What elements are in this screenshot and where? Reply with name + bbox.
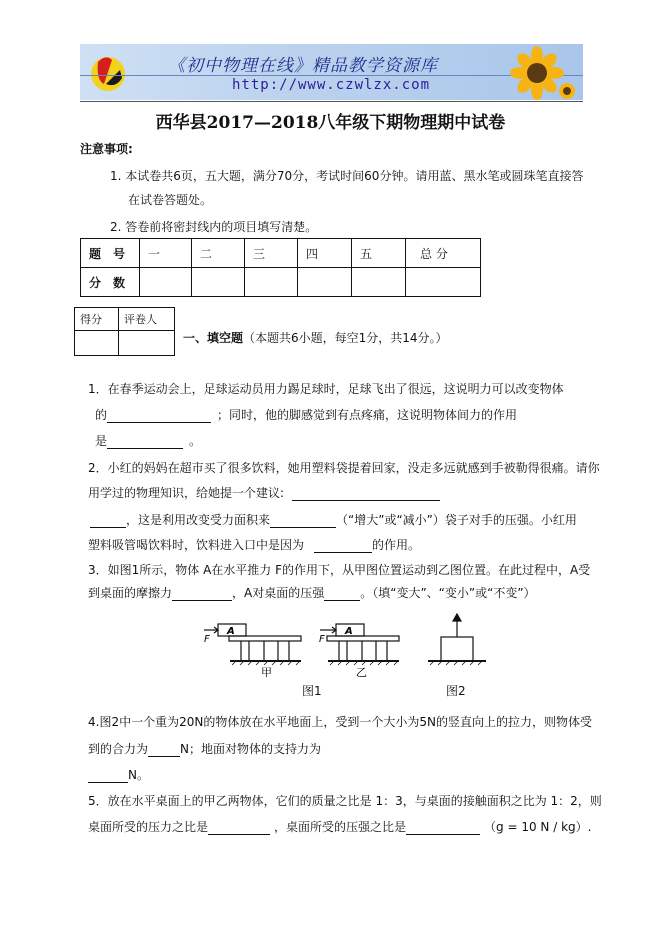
force-label-f: F bbox=[319, 634, 325, 645]
header-rule bbox=[80, 101, 583, 102]
q2-blank-1[interactable] bbox=[292, 487, 440, 501]
q4-text: 到的合力为 bbox=[88, 742, 149, 756]
figure-2-caption: 图2 bbox=[446, 684, 466, 698]
q5-text: ，桌面所受的压强之比是 bbox=[274, 820, 407, 834]
score-table-header: 分 数 bbox=[81, 268, 140, 297]
question-1-line-2 bbox=[95, 406, 517, 423]
q1-blank-2[interactable] bbox=[107, 435, 183, 449]
score-table bbox=[80, 238, 481, 297]
q2-text: 塑料吸管喝饮料时，饮料进入口中是因为 bbox=[88, 538, 305, 552]
grader-score-cell bbox=[75, 331, 119, 356]
figure-2 bbox=[428, 614, 486, 661]
grader-table bbox=[74, 307, 175, 356]
notice-item-2: 2. 答卷前将密封线内的项目填写清楚。 bbox=[110, 220, 318, 234]
q1-text: ；同时，他的脚感觉到有点疼痛，这说明物体间力的作用 bbox=[217, 408, 518, 422]
figure-1-yi bbox=[320, 624, 399, 661]
q3-blank-2[interactable] bbox=[324, 587, 360, 601]
q5-blank-2[interactable] bbox=[406, 821, 480, 835]
block-label-a: A bbox=[227, 626, 235, 637]
q2-text: （“增大”或“减小”）袋子对手的压强。小红用 bbox=[336, 513, 577, 527]
q5-text: （g = 10 N / kg）. bbox=[484, 820, 592, 834]
score-table-col: 三 bbox=[245, 239, 298, 268]
q5-text: 桌面所受的压力之比是 bbox=[88, 820, 209, 834]
score-cell bbox=[192, 268, 245, 297]
figure-label-jia: 甲 bbox=[261, 666, 272, 679]
q2-text: 用学过的物理知识，给她提一个建议: bbox=[88, 486, 285, 500]
notice-item-1: 1. 本试卷共6页，五大题，满分70分，考试时间60分钟。请用蓝、黑水笔或圆珠笔直接答 bbox=[110, 169, 584, 183]
q3-text: ，A对桌面的压强 bbox=[232, 586, 325, 600]
score-cell bbox=[352, 268, 406, 297]
notice-heading: 注意事项: bbox=[80, 142, 133, 156]
section-desc: （本题共6小题，每空1分，共14分。） bbox=[243, 331, 448, 345]
figure-label-yi: 乙 bbox=[356, 666, 367, 679]
force-label-f: F bbox=[204, 634, 210, 645]
figure-1-caption: 图1 bbox=[302, 684, 322, 698]
banner-url: http://www.czwlzx.com bbox=[232, 77, 431, 93]
q4-blank-1[interactable] bbox=[148, 743, 180, 757]
q2-blank-2[interactable] bbox=[270, 514, 336, 528]
q4-text: N。 bbox=[128, 768, 149, 782]
q3-blank-1[interactable] bbox=[172, 587, 232, 601]
question-5-line-1: 5．放在水平桌面上的甲乙两物体，它们的质量之比是 1：3，与桌面的接触面积之比为 1：2，则 bbox=[88, 794, 602, 808]
question-1-line-1: 1．在春季运动会上，足球运动员用力踢足球时，足球飞出了很远，这说明力可以改变物体 bbox=[88, 382, 564, 396]
q1-text: 的 bbox=[95, 408, 108, 422]
score-cell bbox=[298, 268, 352, 297]
notice-item-1-cont: 在试卷答题处。 bbox=[128, 193, 213, 207]
q4-blank-2[interactable] bbox=[88, 769, 128, 783]
score-cell bbox=[245, 268, 298, 297]
site-logo-icon bbox=[86, 50, 130, 94]
question-4-line-3 bbox=[88, 766, 149, 783]
question-4-line-2 bbox=[88, 740, 321, 757]
q1-blank-1[interactable] bbox=[107, 409, 211, 423]
q3-text: 到桌面的摩擦力 bbox=[88, 586, 173, 600]
score-table-col: 二 bbox=[192, 239, 245, 268]
figure-1-and-2 bbox=[196, 612, 486, 696]
score-table-header: 题 号 bbox=[81, 239, 140, 268]
score-table-col: 总 分 bbox=[406, 239, 481, 268]
section-title: 一、填空题 bbox=[183, 331, 244, 345]
q5-blank-1[interactable] bbox=[208, 821, 270, 835]
question-2-line-4 bbox=[88, 536, 420, 553]
score-table-col: 一 bbox=[140, 239, 192, 268]
score-table-col: 五 bbox=[352, 239, 406, 268]
sunflower-icon bbox=[497, 46, 577, 100]
banner-title: 《初中物理在线》精品教学资源库 bbox=[168, 56, 438, 76]
question-1-line-3 bbox=[95, 432, 201, 449]
question-2-line-3 bbox=[90, 511, 577, 528]
question-3-line-2 bbox=[88, 584, 536, 601]
score-cell bbox=[406, 268, 481, 297]
header-banner bbox=[80, 44, 583, 100]
q4-text: N；地面对物体的支持力为 bbox=[180, 742, 321, 756]
question-2-line-1: 2．小红的妈妈在超市买了很多饮料，她用塑料袋提着回家，没走多远就感到手被勒得很痛。请你 bbox=[88, 461, 600, 475]
q2-text: 的作用。 bbox=[372, 538, 421, 552]
q2-blank-3[interactable] bbox=[314, 539, 372, 553]
score-table-col: 四 bbox=[298, 239, 352, 268]
score-cell bbox=[140, 268, 192, 297]
question-4-line-1: 4.图2中一个重为20N的物体放在水平地面上，受到一个大小为5N的竖直向上的拉力，则物体受 bbox=[88, 715, 592, 729]
q2-blank-1-cont[interactable] bbox=[90, 514, 126, 528]
section-heading bbox=[183, 329, 448, 346]
q2-text: ，这是利用改变受力面积来 bbox=[126, 513, 271, 527]
q3-text: 。（填“变大”、“变小”或“不变”） bbox=[360, 586, 536, 600]
question-5-line-2 bbox=[88, 818, 591, 835]
block-label-a: A bbox=[345, 626, 353, 637]
q1-text: 。 bbox=[189, 434, 202, 448]
question-3-line-1: 3．如图1所示，物体 A在水平推力 F的作用下，从甲图位置运动到乙图位置。在此过程中，A受 bbox=[88, 563, 591, 577]
question-2-line-2 bbox=[88, 484, 440, 501]
figure-1-jia bbox=[204, 624, 301, 661]
q1-text: 是 bbox=[95, 434, 108, 448]
grader-name-cell bbox=[119, 331, 175, 356]
exam-title: 西华县2017—2018八年级下期物理期中试卷 bbox=[155, 113, 506, 133]
grader-score-label: 得分 bbox=[75, 308, 119, 331]
grader-name-label: 评卷人 bbox=[119, 308, 175, 331]
